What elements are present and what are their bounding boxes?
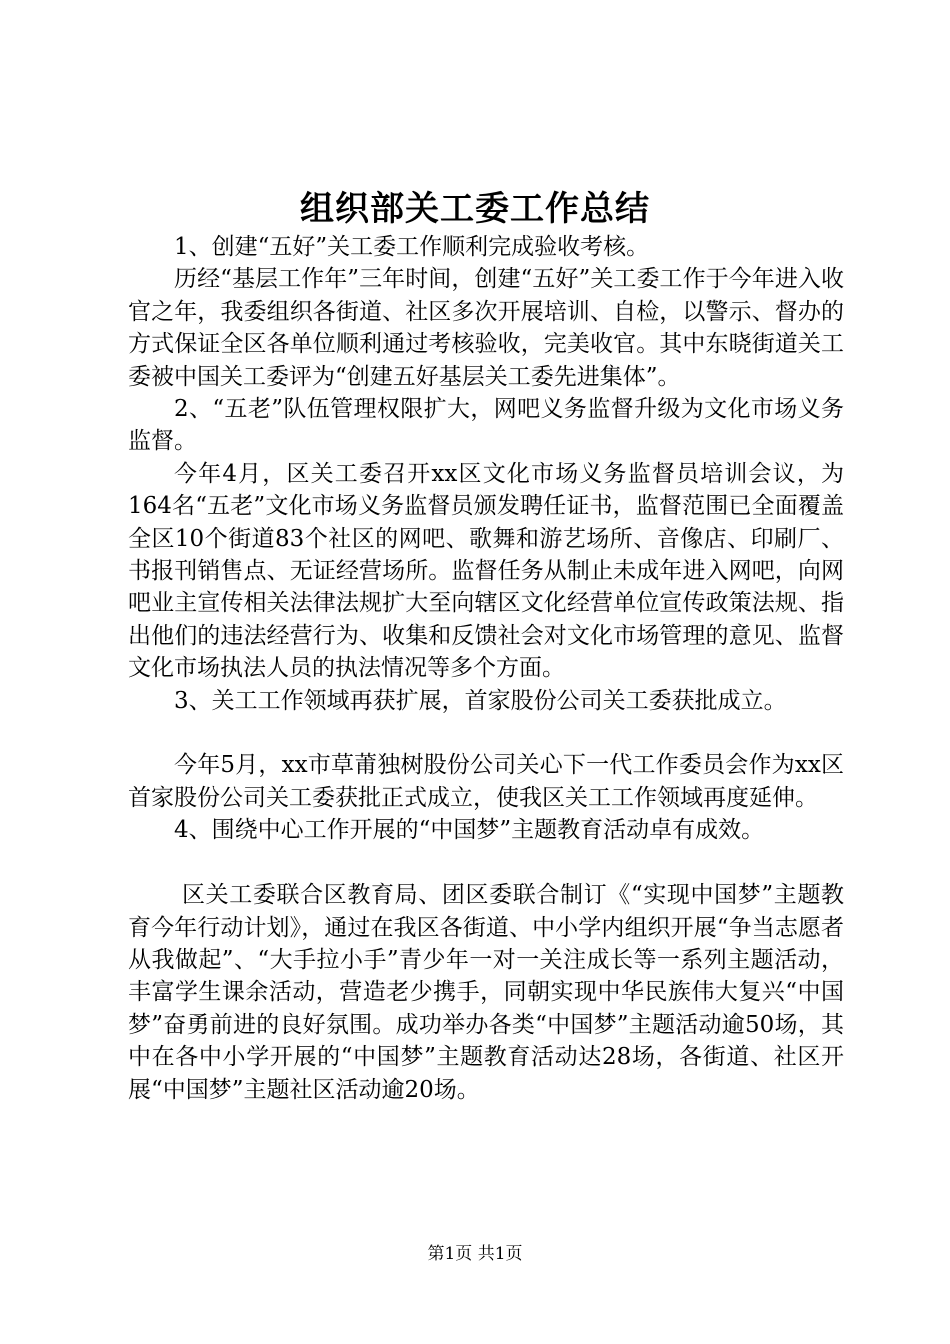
page-footer: 第1页 共1页 — [427, 1244, 523, 1264]
paragraph-1: 历经“基层工作年”三年时间，创建“五好”关工委工作于今年进入收官之年，我委组织各街道、社区多次开展培训、自检，以警示、督办的方式保证全区各单位顺利通过考核验收，完美收官。其中东晓街道关工委被中国关工委评为“创建五好基层关工委先进集体”。 — [128, 266, 844, 390]
document-title: 组织部关工委工作总结 — [300, 189, 650, 229]
paragraph-heading-3: 3、关工工作领域再获扩展，首家股份公司关工委获批成立。 — [174, 687, 787, 714]
paragraph-heading-2: 2、“五老”队伍管理权限扩大，网吧义务监督升级为文化市场义务监督。 — [128, 396, 844, 455]
paragraph-heading-1: 1、创建“五好”关工委工作顺利完成验收考核。 — [174, 234, 650, 260]
paragraph-heading-4: 4、围绕中心工作开展的“中国梦”主题教育活动卓有成效。 — [174, 817, 765, 844]
paragraph-3: 今年5月，xx市草莆独树股份公司关心下一代工作委员会作为xx区首家股份公司关工委获批正式成立，使我区关工工作领域再度延伸。 — [128, 752, 844, 811]
paragraph-2: 今年4月，区关工委召开xx区文化市场义务监督员培训会议，为164名“五老”文化市场义务监督员颁发聘任证书，监督范围已全面覆盖全区10个街道83个社区的网吧、歌舞和游艺场所、音像店、印刷厂、书报刊销售点、无证经营场所。监督任务从制止未成年进入网吧，向网吧业主宣传相关法律法规扩大至向辖区文化经营单位宣传政策法规、指出他们的违法经营行为、收集和反馈社会对文化市场管理的意见、监督文化市场执法人员的执法情况等多个方面。 — [128, 460, 844, 682]
document-body — [128, 231, 844, 1106]
paragraph-4: 区关工委联合区教育局、团区委联合制订《“实现中国梦”主题教育今年行动计划》，通过在我区各街道、中小学内组织开展“争当志愿者从我做起”、“大手拉小手”青少年一对一关注成长等一系列主题活动，丰富学生课余活动，营造老少携手，同朝实现中华民族伟大复兴“中国梦”奋勇前进的良好氛围。成功举办各类“中国梦”主题活动逾50场，其中在各中小学开展的“中国梦”主题教育活动达28场，各街道、社区开展“中国梦”主题社区活动逾20场。 — [128, 882, 844, 1103]
